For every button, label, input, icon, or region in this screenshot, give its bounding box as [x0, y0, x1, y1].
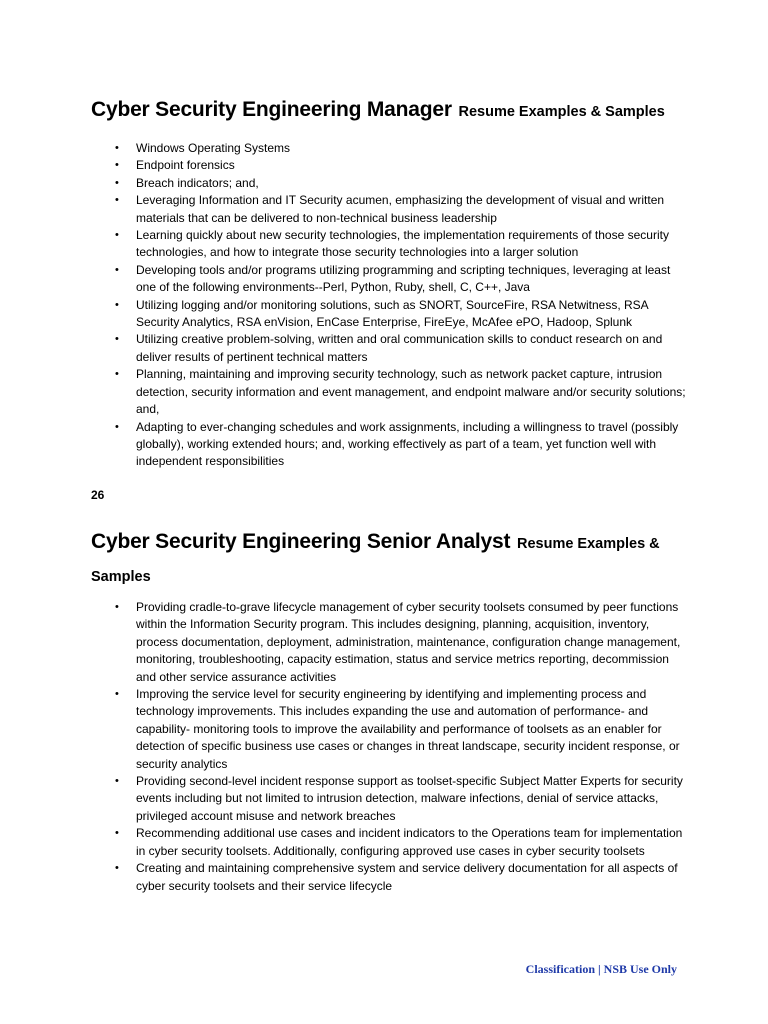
page-number: 26	[91, 488, 105, 502]
list-item-text: Leveraging Information and IT Security acumen, emphasizing the development of visual and written materials that can be delivered to non-technical business leadership	[136, 193, 665, 225]
list-item-text: Recommending additional use cases and incident indicators to the Operations team for implementation in cyber security toolsets. Additionally, configuring approved use cases in cyber security toolsets	[136, 826, 683, 858]
list-item	[91, 366, 691, 418]
bullet-icon: •	[115, 827, 119, 840]
bullet-icon: •	[115, 775, 119, 788]
list-item	[91, 297, 691, 332]
bullet-icon: •	[115, 688, 119, 701]
section-title-main: Cyber Security Engineering Senior Analyst	[91, 530, 511, 553]
section-title-main: Cyber Security Engineering Manager	[91, 98, 452, 121]
section-heading-manager	[91, 94, 671, 127]
list-item	[91, 157, 691, 174]
list-item	[91, 419, 691, 471]
list-item	[91, 262, 691, 297]
list-item	[91, 825, 691, 860]
list-item	[91, 860, 691, 895]
list-item-text: Creating and maintaining comprehensive system and service delivery documentation for all aspects of cyber security toolsets and their service lifecycle	[136, 861, 678, 893]
bullet-icon: •	[115, 420, 119, 433]
bullet-icon: •	[115, 159, 119, 172]
list-item-text: Providing second-level incident response support as toolset-specific Subject Matter Experts for security events including but not limited to intrusion detection, malware infections, denial of service attacks, privileged account misuse and network breaches	[136, 774, 683, 823]
list-item	[91, 175, 691, 192]
bullet-icon: •	[115, 862, 119, 875]
list-item-text: Utilizing logging and/or monitoring solutions, such as SNORT, SourceFire, RSA Netwitness, RSA Security Analytics, RSA enVision, EnCase Enterprise, FireEye, McAfee ePO, Hadoop, Splunk	[136, 297, 649, 330]
list-item-text: Windows Operating Systems	[136, 141, 291, 155]
section-heading-senior-analyst	[91, 526, 671, 592]
section-title-suffix: Resume Examples & Samples	[91, 536, 660, 585]
bullet-icon: •	[115, 263, 119, 276]
list-item-text: Developing tools and/or programs utilizing programming and scripting techniques, leveraging at least one of the following environments--Perl, Python, Ruby, shell, C, C++, Java	[136, 262, 671, 295]
list-item	[91, 192, 691, 227]
list-item-text: Learning quickly about new security technologies, the implementation requirements of those security technologies, and how to integrate those security technologies into a larger solution	[136, 228, 669, 260]
list-item-text: Breach indicators; and,	[136, 175, 259, 190]
bullet-icon: •	[115, 333, 119, 346]
list-item-text: Improving the service level for security engineering by identifying and implementing process and technology improvements. This includes expanding the use and automation of performance- and capability- monitoring tools to improve the availability and performance of toolsets as an enabler for detection of specific business use cases or changes in threat landscape, security incident response, or security analytics	[136, 687, 680, 771]
list-item-text: Utilizing creative problem-solving, written and oral communication skills to conduct research on and deliver results of pertinent technical matters	[136, 332, 663, 364]
bullet-icon: •	[115, 194, 119, 207]
footer-classification: Classification | NSB Use Only	[525, 962, 677, 976]
bullet-icon: •	[115, 229, 119, 242]
list-item	[91, 227, 691, 262]
bullet-icon: •	[115, 368, 119, 381]
list-item	[91, 686, 691, 773]
bullet-icon: •	[115, 176, 119, 189]
bullet-icon: •	[115, 142, 119, 154]
section-title-suffix: Resume Examples & Samples	[458, 104, 665, 120]
senior-analyst-bullet-list	[91, 599, 691, 895]
list-item-text: Adapting to ever-changing schedules and work assignments, including a willingness to travel (possibly globally), working extended hours; and, working effectively as part of a team, yet function well with independent responsibilities	[136, 419, 679, 469]
list-item-text: Endpoint forensics	[136, 158, 235, 173]
bullet-icon: •	[115, 298, 119, 311]
list-item-text: Providing cradle-to-grave lifecycle management of cyber security toolsets consumed by peer functions within the Information Security program. This includes designing, planning, acquisition, inventory, process documentation, deployment, administration, maintenance, configuration change management, monitoring, troubleshooting, capacity estimation, status and service metrics reporting, decommission and other service assurance activities	[136, 600, 681, 684]
bullet-icon: •	[115, 601, 119, 613]
list-item	[91, 773, 691, 825]
list-item	[91, 140, 691, 157]
list-item	[91, 599, 691, 686]
list-item-text: Planning, maintaining and improving security technology, such as network packet capture, intrusion detection, security information and event management, and endpoint malware and/or security solutions; and,	[136, 367, 686, 417]
list-item	[91, 331, 691, 366]
manager-bullet-list	[91, 140, 691, 471]
